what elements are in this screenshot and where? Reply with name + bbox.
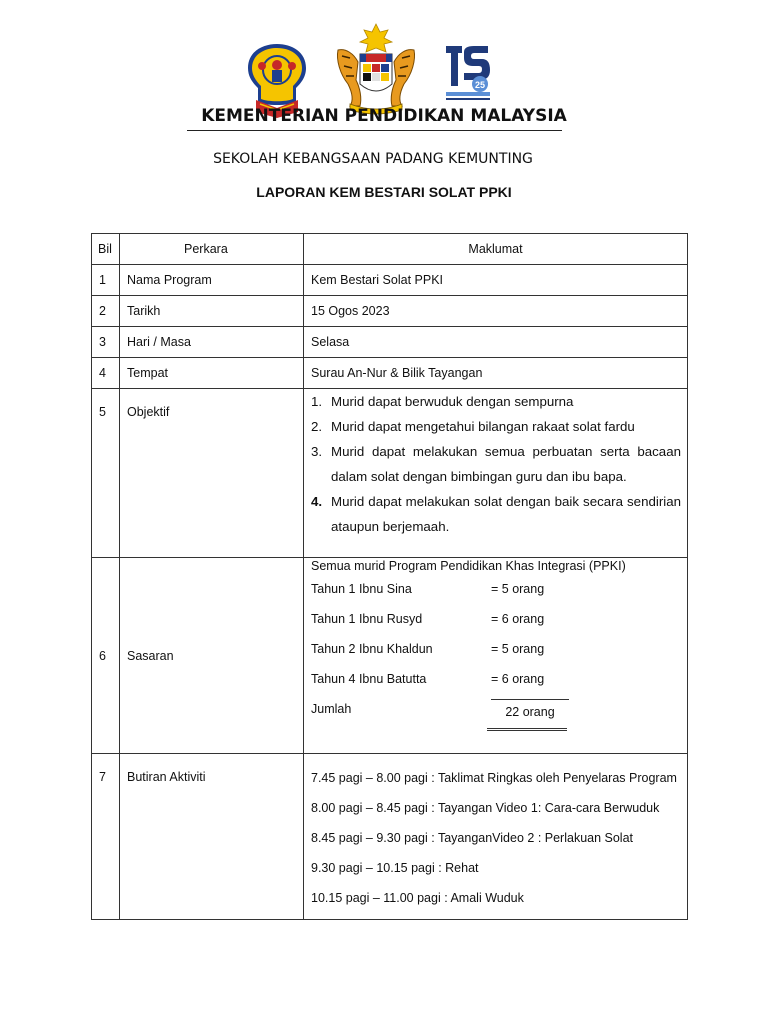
target-intro: Semua murid Program Pendidikan Khas Integrasi (PPKI)	[311, 559, 626, 573]
header-perkara: Perkara	[120, 234, 304, 265]
row-number: 2	[99, 304, 106, 318]
row-item: Sasaran	[127, 648, 174, 663]
table-row	[92, 296, 688, 327]
table-row	[92, 327, 688, 358]
total-double-underline	[487, 724, 567, 731]
row-item: Butiran Aktiviti	[127, 770, 206, 784]
row-number: 5	[99, 405, 106, 419]
row-number: 6	[99, 648, 106, 663]
activity-item: 10.15 pagi – 11.00 pagi : Amali Wuduk	[311, 891, 524, 905]
list-item: 4. Murid dapat melakukan solat dengan baik secara sendirian ataupun berjemaah.	[311, 494, 681, 534]
row-number: 7	[99, 770, 106, 784]
svg-text:25: 25	[475, 80, 486, 90]
row-info: 15 Ogos 2023	[311, 304, 390, 318]
target-class-line: Tahun 2 Ibnu Khaldun = 5 orang	[311, 642, 545, 656]
ts25-logo	[444, 40, 494, 104]
target-total-value: 22 orang	[491, 699, 569, 719]
activities-row	[92, 754, 688, 920]
heading-divider	[187, 130, 562, 131]
row-info: Surau An-Nur & Bilik Tayangan	[311, 366, 483, 380]
header-bil: Bil	[92, 234, 120, 265]
activity-item: 7.45 pagi – 8.00 pagi : Taklimat Ringkas oleh Penyelaras Program	[311, 771, 677, 785]
list-item: 2. Murid dapat mengetahui bilangan rakaat solat fardu	[311, 419, 635, 434]
objective-list	[304, 389, 687, 539]
row-info: Kem Bestari Solat PPKI	[311, 273, 444, 287]
school-name: SEKOLAH KEBANGSAAN PADANG KEMUNTING	[213, 151, 533, 167]
activity-item: 9.30 pagi – 10.15 pagi : Rehat	[311, 861, 479, 875]
activity-item: 8.45 pagi – 9.30 pagi : TayanganVideo 2 : Perlakuan Solat	[311, 831, 634, 845]
row-number: 3	[99, 335, 106, 349]
row-info: Selasa	[311, 335, 350, 349]
report-table	[91, 233, 688, 920]
target-row	[92, 558, 688, 754]
list-item: 3. Murid dapat melakukan semua perbuatan serta bacaan dalam solat dengan bimbingan guru dan ibu bapa.	[311, 444, 681, 484]
objective-row	[92, 389, 688, 558]
row-item: Nama Program	[127, 273, 212, 287]
row-item: Objektif	[127, 405, 170, 419]
coat-of-arms-logo	[330, 22, 422, 116]
row-number: 4	[99, 366, 106, 380]
row-item: Tempat	[127, 366, 168, 380]
activity-item: 8.00 pagi – 8.45 pagi : Tayangan Video 1: Cara-cara Berwuduk	[311, 801, 660, 815]
table-row	[92, 265, 688, 296]
report-title: LAPORAN KEM BESTARI SOLAT PPKI	[256, 184, 512, 200]
row-item: Tarikh	[127, 304, 161, 318]
target-class-line: Tahun 1 Ibnu Sina = 5 orang	[311, 582, 545, 596]
header-maklumat: Maklumat	[304, 234, 688, 265]
target-class-line: Tahun 1 Ibnu Rusyd = 6 orang	[311, 612, 545, 626]
logo-bar	[0, 18, 768, 108]
row-item: Hari / Masa	[127, 335, 191, 349]
ministry-heading: KEMENTERIAN PENDIDIKAN MALAYSIA	[201, 106, 567, 126]
table-row	[92, 358, 688, 389]
list-item: 1. Murid dapat berwuduk dengan sempurna	[311, 394, 574, 409]
row-number: 1	[99, 273, 106, 287]
target-class-line: Tahun 4 Ibnu Batutta = 6 orang	[311, 672, 545, 686]
target-total-line: Jumlah 22 orang	[311, 694, 681, 724]
table-header-row	[92, 234, 688, 265]
